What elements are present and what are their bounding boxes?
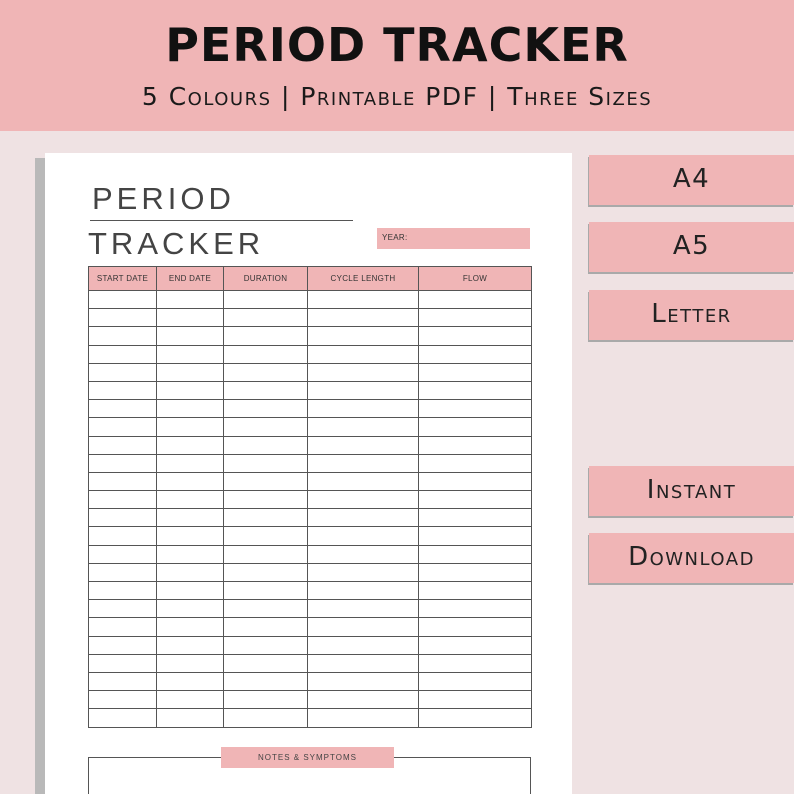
table-row	[89, 491, 532, 509]
banner-subtitle: 5 Colours | Printable PDF | Three Sizes	[141, 82, 653, 111]
size-tag-letter: Letter	[589, 290, 794, 340]
table-cell	[308, 418, 419, 436]
table-cell	[419, 691, 532, 709]
table-cell	[157, 654, 224, 672]
table-cell	[308, 545, 419, 563]
table-cell	[89, 363, 157, 381]
table-cell	[419, 363, 532, 381]
table-cell	[157, 509, 224, 527]
table-cell	[308, 527, 419, 545]
table-cell	[89, 491, 157, 509]
table-row	[89, 436, 532, 454]
table-cell	[157, 418, 224, 436]
table-cell	[308, 454, 419, 472]
table-cell	[419, 491, 532, 509]
table-cell	[419, 545, 532, 563]
table-cell	[224, 563, 308, 581]
table-cell	[419, 291, 532, 309]
table-cell	[89, 691, 157, 709]
table-cell	[224, 600, 308, 618]
table-cell	[308, 691, 419, 709]
table-cell	[419, 509, 532, 527]
table-row	[89, 582, 532, 600]
table-cell	[157, 400, 224, 418]
table-cell	[157, 491, 224, 509]
table-cell	[157, 582, 224, 600]
table-cell	[308, 345, 419, 363]
table-cell	[419, 345, 532, 363]
table-cell	[308, 491, 419, 509]
table-row	[89, 618, 532, 636]
table-row	[89, 636, 532, 654]
table-cell	[224, 636, 308, 654]
table-cell	[89, 309, 157, 327]
table-cell	[224, 691, 308, 709]
table-cell	[419, 436, 532, 454]
table-row	[89, 418, 532, 436]
table-cell	[308, 472, 419, 490]
table-cell	[157, 327, 224, 345]
table-cell	[224, 582, 308, 600]
table-cell	[419, 672, 532, 690]
table-cell	[419, 327, 532, 345]
table-cell	[419, 400, 532, 418]
table-cell	[308, 509, 419, 527]
tracker-sheet-preview	[45, 153, 572, 794]
tag-download: Download	[589, 533, 794, 583]
table-cell	[419, 472, 532, 490]
table-cell	[89, 709, 157, 727]
table-row	[89, 527, 532, 545]
table-cell	[157, 691, 224, 709]
table-cell	[89, 563, 157, 581]
table-header-row	[89, 267, 532, 291]
table-cell	[224, 400, 308, 418]
table-cell	[89, 672, 157, 690]
table-row	[89, 600, 532, 618]
table-cell	[89, 509, 157, 527]
table-cell	[224, 363, 308, 381]
table-cell	[224, 509, 308, 527]
sheet-title-line1: PERIOD	[92, 181, 235, 216]
table-row	[89, 545, 532, 563]
table-cell	[157, 709, 224, 727]
size-tag-a5: A5	[589, 222, 794, 272]
table-row	[89, 327, 532, 345]
year-field: YEAR:	[377, 228, 530, 249]
tag-instant: Instant	[589, 466, 794, 516]
tracker-table	[88, 266, 532, 728]
table-cell	[157, 636, 224, 654]
table-cell	[419, 527, 532, 545]
table-cell	[89, 345, 157, 363]
table-cell	[308, 291, 419, 309]
size-tag-a4: A4	[589, 155, 794, 205]
table-cell	[89, 400, 157, 418]
table-row	[89, 654, 532, 672]
table-cell	[157, 600, 224, 618]
table-cell	[89, 582, 157, 600]
table-cell	[89, 454, 157, 472]
table-row	[89, 563, 532, 581]
table-row	[89, 509, 532, 527]
table-cell	[224, 491, 308, 509]
table-cell	[89, 291, 157, 309]
title-divider	[90, 220, 353, 221]
table-cell	[224, 454, 308, 472]
table-cell	[157, 345, 224, 363]
table-cell	[224, 709, 308, 727]
table-cell	[224, 309, 308, 327]
table-cell	[157, 472, 224, 490]
table-cell	[224, 381, 308, 399]
table-cell	[89, 527, 157, 545]
header-banner	[0, 0, 794, 131]
table-cell	[308, 618, 419, 636]
table-cell	[157, 527, 224, 545]
table-cell	[419, 309, 532, 327]
table-cell	[308, 327, 419, 345]
column-header-end-date: END DATE	[157, 267, 224, 291]
table-cell	[308, 436, 419, 454]
table-cell	[308, 600, 419, 618]
table-cell	[89, 418, 157, 436]
table-cell	[308, 582, 419, 600]
table-cell	[157, 618, 224, 636]
table-cell	[157, 363, 224, 381]
table-cell	[157, 454, 224, 472]
table-row	[89, 691, 532, 709]
table-cell	[308, 563, 419, 581]
column-header-start-date: START DATE	[89, 267, 157, 291]
table-cell	[224, 418, 308, 436]
table-cell	[419, 582, 532, 600]
table-cell	[419, 654, 532, 672]
table-cell	[89, 636, 157, 654]
banner-title: PERIOD TRACKER	[165, 18, 629, 72]
table-row	[89, 363, 532, 381]
table-row	[89, 309, 532, 327]
table-cell	[419, 381, 532, 399]
table-cell	[89, 472, 157, 490]
table-cell	[89, 381, 157, 399]
table-cell	[157, 563, 224, 581]
table-cell	[224, 654, 308, 672]
table-cell	[419, 563, 532, 581]
table-cell	[308, 381, 419, 399]
table-row	[89, 381, 532, 399]
table-cell	[89, 600, 157, 618]
table-cell	[89, 327, 157, 345]
table-cell	[89, 654, 157, 672]
table-body	[89, 291, 532, 728]
table-cell	[308, 709, 419, 727]
table-cell	[224, 618, 308, 636]
table-cell	[308, 654, 419, 672]
table-cell	[419, 454, 532, 472]
table-row	[89, 472, 532, 490]
column-header-duration: DURATION	[224, 267, 308, 291]
table-row	[89, 709, 532, 727]
table-cell	[308, 672, 419, 690]
notes-label: NOTES & SYMPTOMS	[221, 747, 394, 768]
column-header-flow: FLOW	[419, 267, 532, 291]
table-cell	[157, 381, 224, 399]
table-cell	[224, 436, 308, 454]
table-cell	[308, 309, 419, 327]
table-cell	[89, 618, 157, 636]
table-cell	[419, 600, 532, 618]
sheet-title-line2: TRACKER	[88, 226, 265, 261]
table-cell	[419, 636, 532, 654]
table-cell	[157, 291, 224, 309]
table-cell	[419, 618, 532, 636]
table-cell	[157, 672, 224, 690]
table-cell	[308, 636, 419, 654]
table-cell	[224, 472, 308, 490]
table-cell	[224, 291, 308, 309]
table-cell	[224, 672, 308, 690]
table-cell	[224, 345, 308, 363]
table-cell	[89, 545, 157, 563]
table-row	[89, 291, 532, 309]
column-header-cycle-length: CYCLE LENGTH	[308, 267, 419, 291]
table-cell	[419, 418, 532, 436]
table-row	[89, 672, 532, 690]
table-cell	[224, 327, 308, 345]
table-cell	[89, 436, 157, 454]
table-cell	[308, 363, 419, 381]
table-row	[89, 345, 532, 363]
table-cell	[224, 545, 308, 563]
table-cell	[157, 309, 224, 327]
table-cell	[157, 436, 224, 454]
table-cell	[419, 709, 532, 727]
table-cell	[224, 527, 308, 545]
table-cell	[157, 545, 224, 563]
table-cell	[308, 400, 419, 418]
table-row	[89, 454, 532, 472]
table-row	[89, 400, 532, 418]
